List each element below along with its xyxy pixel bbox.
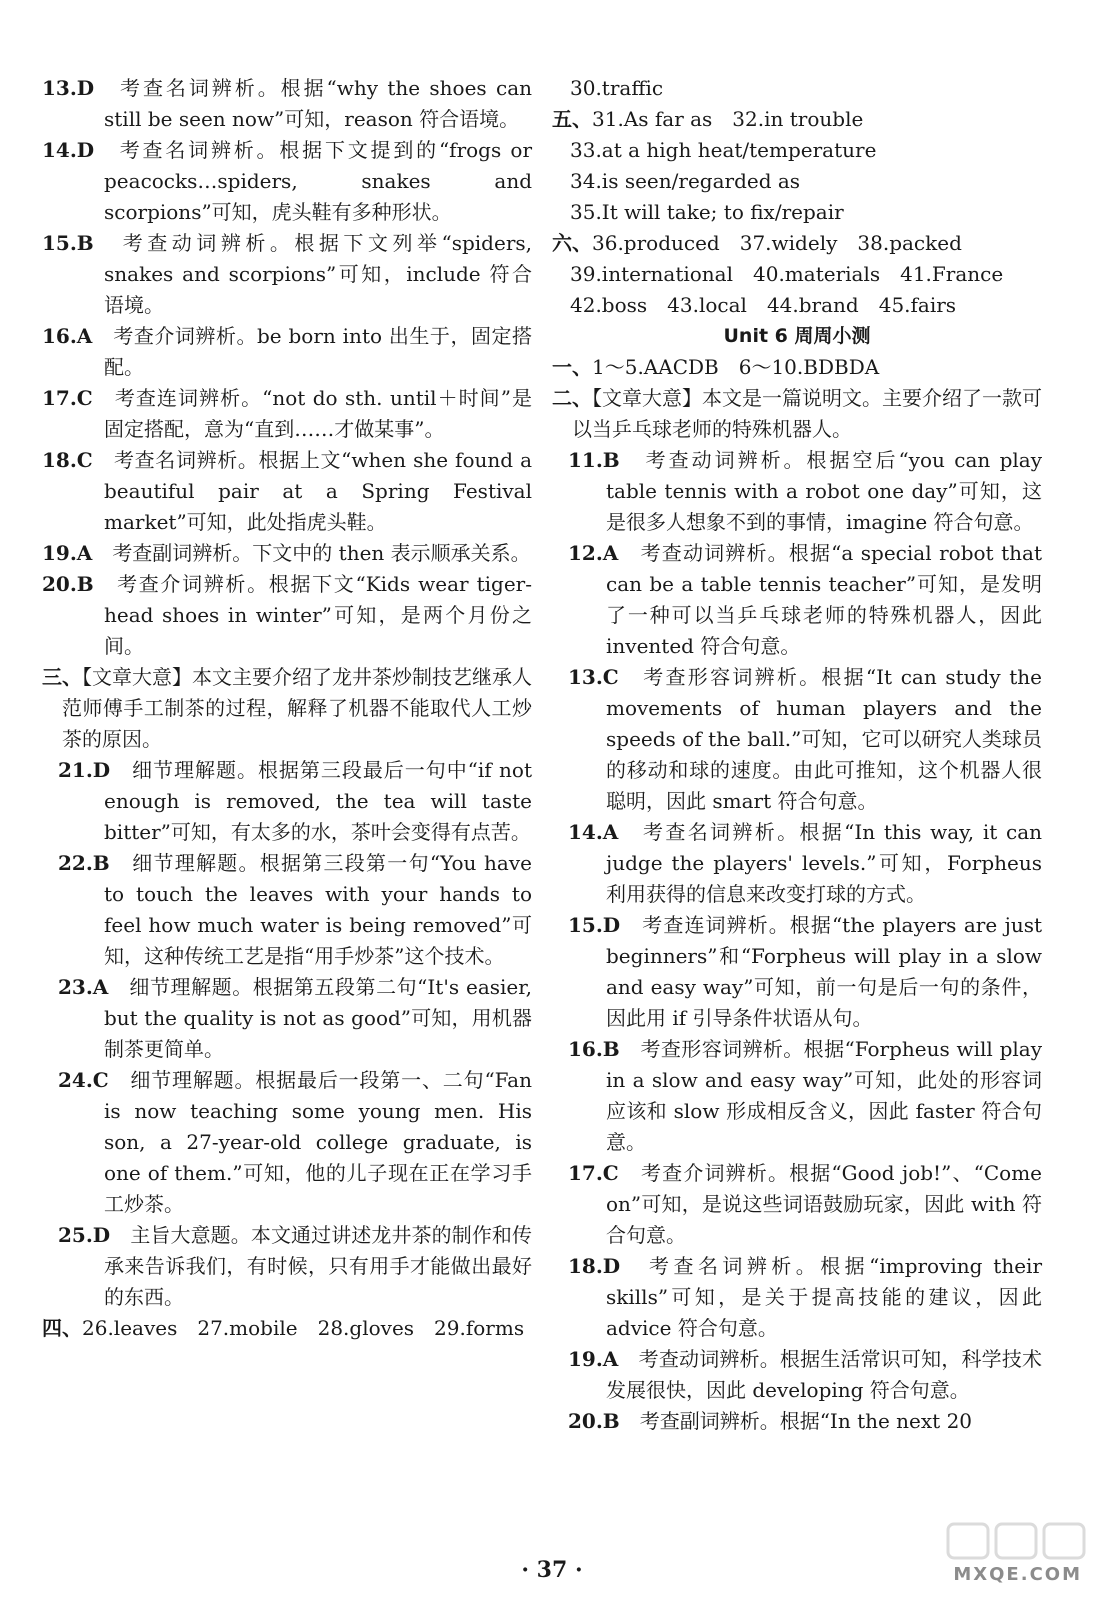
answer-entry <box>42 445 532 538</box>
answer-text: 主旨大意题。本文通过讲述龙井茶的制作和传承来告诉我们，有时候，只有用手才能做出最好的东西。 <box>104 1223 533 1309</box>
answer-entry <box>42 1220 532 1313</box>
answer-text: 考查动词辨析。根据下文列举“spiders, snakes and scorpions”可知，include 符合语境。 <box>104 231 533 317</box>
answer-entry <box>42 662 532 755</box>
answer-text: 细节理解题。根据第三段最后一句中“if not enough is removed, the tea will taste bitter”可知，有太多的水，茶叶会变得有点苦。 <box>104 758 532 844</box>
answer-entry <box>42 1065 532 1220</box>
answer-number: 23.A <box>58 975 109 999</box>
answer-entry <box>42 755 532 848</box>
answer-number: 一、 <box>552 355 592 379</box>
answer-number: 11.B <box>568 448 620 472</box>
answer-entry <box>552 228 1042 259</box>
answer-number: 13.D <box>42 76 95 100</box>
answer-number: 14.A <box>568 820 619 844</box>
answer-entry <box>42 135 532 228</box>
answer-text: 考查形容词辨析。根据“It can study the movements of human players and the speeds of the ball.”可知，它可以研究人类球员的移动和球的速度。由此可推知，这个机器人很聪明，因此 smart 符合句意。 <box>606 665 1043 813</box>
answer-number: 六、 <box>552 231 592 255</box>
answer-text: 细节理解题。根据最后一段第一、二句“Fan is now teaching some young men. His son, a 27-year-old college graduate, is one of them.”可知，他的儿子现在正在学习手工炒茶。 <box>104 1068 532 1216</box>
answer-text: 39.international 40.materials 41.France <box>570 262 1004 286</box>
answer-number: 12.A <box>568 541 619 565</box>
answer-entry <box>552 73 1042 104</box>
answer-entry <box>552 1034 1042 1158</box>
answer-number: 20.B <box>568 1409 620 1433</box>
answer-text: 【文章大意】本文是一篇说明文。主要介绍了一款可以当乒乓球老师的特殊机器人。 <box>572 386 1042 441</box>
answer-text: 考查动词辨析。根据“a special robot that can be a table tennis teacher”可知，是发明了一种可以当乒乓球老师的特殊机器人，因此 invented 符合句意。 <box>606 541 1042 658</box>
answer-text: 考查名词辨析。根据“In this way, it can judge the players' levels.”可知，Forpheus 利用获得的信息来改变打球的方式。 <box>606 820 1043 906</box>
answer-text: 考查介词辨析。根据“Good job!”、“Come on”可知，是说这些词语鼓励玩家，因此 with 符合句意。 <box>606 1161 1042 1247</box>
answer-text: 42.boss 43.local 44.brand 45.fairs <box>570 293 957 317</box>
answer-number: 三、 <box>42 665 82 689</box>
answer-text: 35.It will take; to fix/repair <box>570 200 844 224</box>
answer-number: 22.B <box>58 851 110 875</box>
answer-number: 21.D <box>58 758 111 782</box>
answer-text: 考查副词辨析。根据“In the next 20 <box>639 1409 973 1433</box>
answer-number: 四、 <box>42 1316 82 1340</box>
answer-text: 考查名词辨析。根据“why the shoes can still be seen now”可知，reason 符合语境。 <box>104 76 533 131</box>
answer-entry <box>42 73 532 135</box>
answer-number: 24.C <box>58 1068 109 1092</box>
answer-entry <box>552 1158 1042 1251</box>
answer-entry <box>552 1406 1042 1437</box>
answer-entry <box>42 972 532 1065</box>
answer-number: 16.B <box>568 1037 620 1061</box>
answer-entry <box>552 538 1042 662</box>
answer-text: 33.at a high heat/temperature <box>570 138 877 162</box>
answer-text: 36.produced 37.widely 38.packed <box>592 231 962 255</box>
answer-entry <box>552 445 1042 538</box>
answer-entry <box>552 259 1042 290</box>
answer-number: 18.C <box>42 448 93 472</box>
answer-number: 二、 <box>552 386 592 410</box>
answer-number: 18.D <box>568 1254 621 1278</box>
answer-text: 考查介词辨析。根据下文“Kids wear tiger-head shoes in winter”可知，是两个月份之间。 <box>104 572 532 658</box>
section-title <box>552 321 1042 352</box>
answer-text: 细节理解题。根据第五段第二句“It's easier, but the quality is not as good”可知，用机器制茶更简单。 <box>104 975 532 1061</box>
answer-entry <box>552 352 1042 383</box>
answer-text: 【文章大意】本文主要介绍了龙井茶炒制技艺继承人范师傅手工制茶的过程，解释了机器不能取代人工炒茶的原因。 <box>62 665 532 751</box>
answer-text: 26.leaves 27.mobile 28.gloves 29.forms <box>82 1316 525 1340</box>
answer-entry <box>42 228 532 321</box>
answer-text: 考查形容词辨析。根据“Forpheus will play in a slow and easy way”可知，此处的形容词应该和 slow 形成相反含义，因此 faster 符合句意。 <box>606 1037 1042 1154</box>
answer-entry <box>552 290 1042 321</box>
answer-entry <box>552 1251 1042 1344</box>
answer-text: 考查连词辨析。“not do sth. until＋时间”是固定搭配，意为“直到……才做某事”。 <box>104 386 532 441</box>
answer-number: 15.B <box>42 231 94 255</box>
answer-entry <box>552 197 1042 228</box>
answer-number: 16.A <box>42 324 93 348</box>
answer-entry <box>42 1313 532 1344</box>
left-column <box>42 73 532 1344</box>
answer-entry <box>42 538 532 569</box>
answer-text: 34.is seen/regarded as <box>570 169 801 193</box>
answer-number: 13.C <box>568 665 619 689</box>
answer-entry <box>552 910 1042 1034</box>
answer-text: 考查名词辨析。根据下文提到的“frogs or peacocks…spiders, snakes and scorpions”可知，虎头鞋有多种形状。 <box>104 138 532 224</box>
answer-number: 25.D <box>58 1223 111 1247</box>
answer-entry <box>42 321 532 383</box>
answer-number: 15.D <box>568 913 621 937</box>
answer-text: 考查连词辨析。根据“the players are just beginners”和“Forpheus will play in a slow and easy way”可知，前一句是后一句的条件，因此用 if 引导条件状语从句。 <box>606 913 1043 1030</box>
answer-text: 30.traffic <box>570 76 664 100</box>
answer-text: 31.As far as 32.in trouble <box>592 107 864 131</box>
answer-text: 考查名词辨析。根据“improving their skills”可知，是关于提高技能的建议，因此 advice 符合句意。 <box>606 1254 1043 1340</box>
answer-entry <box>552 135 1042 166</box>
answer-entry <box>552 662 1042 817</box>
answer-text: 考查动词辨析。根据空后“you can play table tennis with a robot one day”可知，这是很多人想象不到的事情，imagine 符合句意。 <box>606 448 1043 534</box>
answer-number: 17.C <box>568 1161 619 1185</box>
answer-entry <box>552 383 1042 445</box>
right-column <box>552 73 1042 1437</box>
answer-text: 1～5.AACDB 6～10.BDBDA <box>592 355 880 379</box>
answer-entry <box>42 569 532 662</box>
answer-text: 考查介词辨析。be born into 出生于，固定搭配。 <box>104 324 533 379</box>
answer-entry <box>552 1344 1042 1406</box>
answer-number: 19.A <box>42 541 93 565</box>
answer-number: 20.B <box>42 572 94 596</box>
answer-text: 细节理解题。根据第三段第一句“You have to touch the leaves with your hands to feel how much water is being removed”可知，这种传统工艺是指“用手炒茶”这个技术。 <box>104 851 532 968</box>
answer-number: 17.C <box>42 386 93 410</box>
answer-text: 考查动词辨析。根据生活常识可知，科学技术发展很快，因此 developing 符合句意。 <box>606 1347 1043 1402</box>
answer-entry <box>552 817 1042 910</box>
answer-text: Unit 6 周周小测 <box>723 325 871 347</box>
answer-entry <box>552 104 1042 135</box>
answer-number: 14.D <box>42 138 95 162</box>
answer-text: 考查副词辨析。下文中的 then 表示顺承关系。 <box>112 541 531 565</box>
answer-entry <box>552 166 1042 197</box>
watermark-text: MXQE.COM <box>953 1564 1082 1585</box>
page-number: · 37 · <box>521 1557 583 1583</box>
answer-number: 五、 <box>552 107 592 131</box>
answer-entry <box>42 383 532 445</box>
answer-entry <box>42 848 532 972</box>
answer-text: 考查名词辨析。根据上文“when she found a beautiful pair at a Spring Festival market”可知，此处指虎头鞋。 <box>104 448 532 534</box>
answer-number: 19.A <box>568 1347 619 1371</box>
